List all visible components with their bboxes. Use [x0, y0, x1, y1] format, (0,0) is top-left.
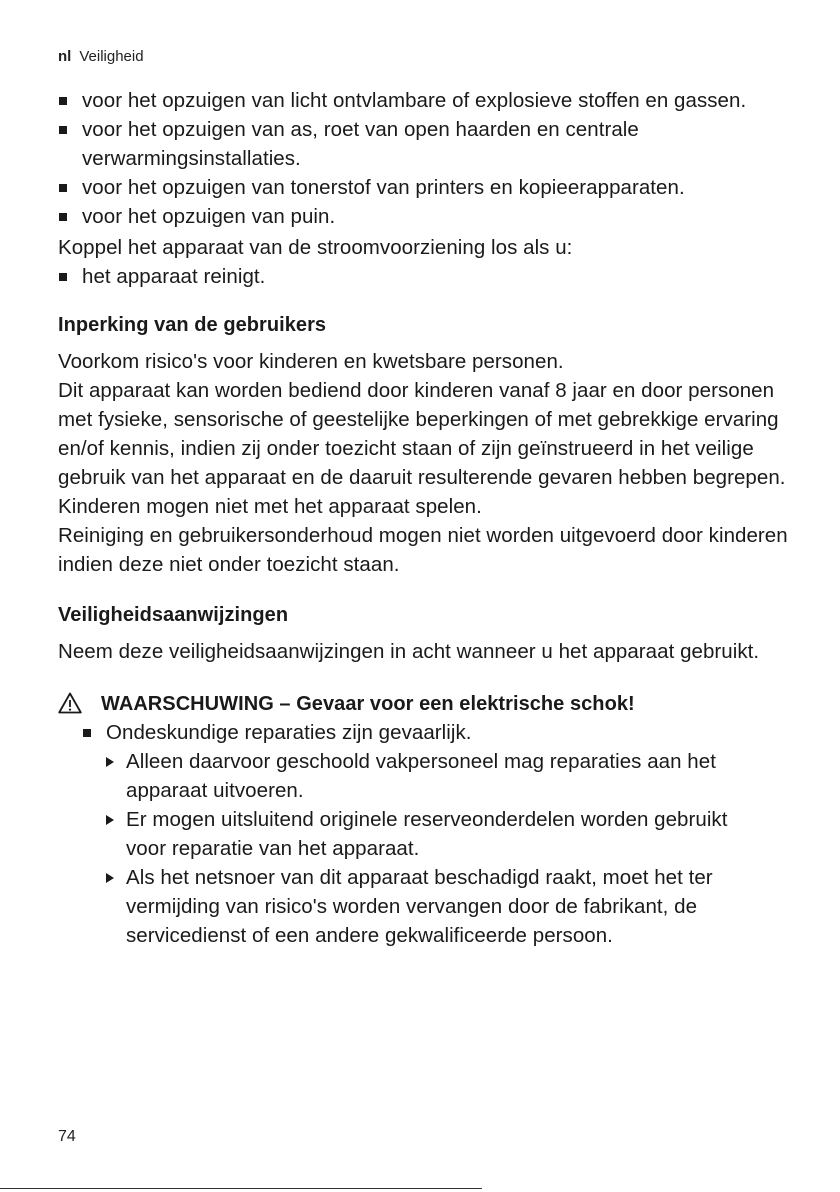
step-item: Er mogen uitsluitend originele reserveonderdelen worden gebruikt voor reparatie van het apparaat. [106, 805, 756, 863]
users-heading: Inperking van de gebruikers [58, 314, 327, 336]
page-content [58, 86, 800, 950]
safety-heading: Veiligheidsaanwijzingen [58, 604, 289, 626]
disconnect-intro: Koppel het apparaat van de stroomvoorziening los als u: [58, 236, 573, 259]
safety-intro: Neem deze veiligheidsaanwijzingen in acht wanneer u het apparaat gebruikt. [58, 640, 760, 663]
section-title: Veiligheid [79, 48, 144, 65]
not-for-list [58, 86, 793, 231]
warning-steps [106, 747, 761, 950]
warning-list [58, 718, 800, 950]
list-item: het apparaat reinigt. [58, 262, 800, 291]
warning-triangle-icon [58, 692, 82, 714]
users-paragraph: Dit apparaat kan worden bediend door kinderen vanaf 8 jaar en door personen met fysieke, sensorische of geestelijke beperkingen of met gebrekkige ervaring en/of kennis, indien zij onder toezicht staan of zijn geïnstrueerd in het veilige gebruik van het apparaat en de daaruit resulterende gevaren hebben begrepen. [58, 379, 786, 489]
warning-item-text: Ondeskundige reparaties zijn gevaarlijk. [106, 721, 472, 744]
users-paragraph: Reiniging en gebruikersonderhoud mogen niet worden uitgevoerd door kinderen indien deze niet onder toezicht staan. [58, 524, 788, 576]
warning-item [82, 718, 800, 950]
page-header [58, 47, 144, 67]
list-item: voor het opzuigen van licht ontvlambare of explosieve stoffen en gassen. [58, 86, 782, 115]
footer-divider [0, 1188, 482, 1189]
warning-title [58, 690, 800, 718]
language-code: nl [58, 48, 72, 65]
users-paragraph: Voorkom risico's voor kinderen en kwetsbare personen. [58, 350, 564, 373]
users-section [58, 347, 788, 579]
list-item: voor het opzuigen van puin. [58, 202, 793, 231]
page-number: 74 [58, 1128, 76, 1145]
step-item: Alleen daarvoor geschoold vakpersoneel mag reparaties aan het apparaat uitvoeren. [106, 747, 746, 805]
users-paragraph: Kinderen mogen niet met het apparaat spelen. [58, 495, 482, 518]
disconnect-list [58, 262, 800, 291]
step-item: Als het netsnoer van dit apparaat beschadigd raakt, moet het ter vermijding van risico's worden vervangen door de fabrikant, de servicedienst of een andere gekwalificeerde persoon. [106, 863, 761, 950]
warning-title-text: WAARSCHUWING – Gevaar voor een elektrische schok! [101, 693, 635, 715]
list-item: voor het opzuigen van tonerstof van printers en kopieerapparaten. [58, 173, 772, 202]
list-item: voor het opzuigen van as, roet van open haarden en centrale verwarmingsinstallaties. [58, 115, 762, 173]
